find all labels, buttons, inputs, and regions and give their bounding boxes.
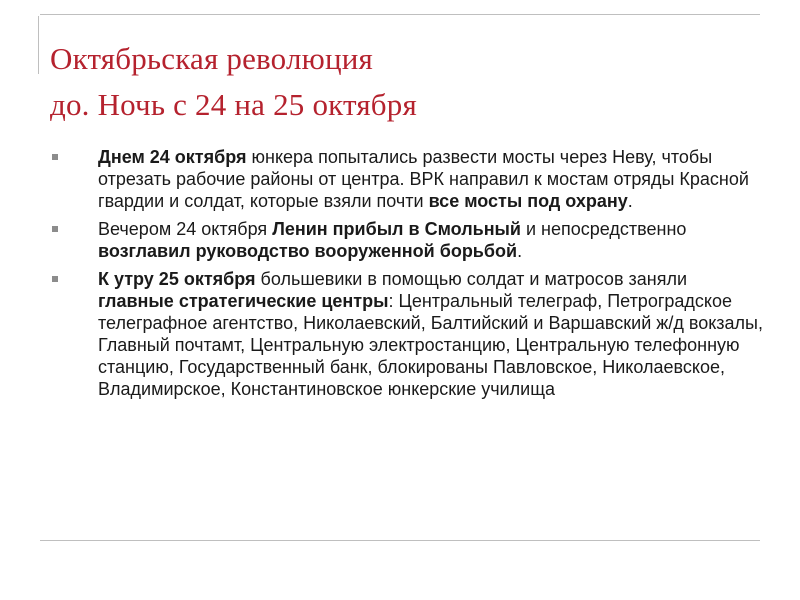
bullet-text: . — [517, 241, 523, 261]
bullet-bold-text: все мосты под охрану — [428, 191, 628, 211]
bullet-text: . — [627, 191, 633, 211]
square-bullet-icon — [52, 276, 58, 282]
square-bullet-icon — [52, 226, 58, 232]
bullet-item — [46, 218, 766, 262]
left-accent-line — [38, 16, 39, 74]
slide-title-line-1: Октябрьская революция — [50, 41, 374, 76]
bullet-bold-text: Ленин прибыл в Смольный — [272, 219, 521, 239]
bullet-text: юнкера попытались развести мосты через Неву, чтобы отрезать рабочие районы от центра. ВРК направил к мостам отряды Красной гвардии и солдат, которые взяли почти — [98, 147, 749, 211]
square-bullet-icon — [52, 154, 58, 160]
slide-title — [50, 36, 770, 128]
bullet-list — [46, 146, 766, 406]
top-divider — [40, 14, 760, 15]
bullet-text: и непосредственно — [521, 219, 687, 239]
bullet-bold-text: главные стратегические центры — [98, 291, 389, 311]
bullet-bold-text: Днем 24 октября — [98, 147, 247, 167]
bullet-bold-text: К утру 25 октября — [98, 269, 256, 289]
slide-title-line-2: до. Ночь с 24 на 25 октября — [50, 87, 417, 122]
bullet-text: большевики в помощью солдат и матросов заняли — [255, 269, 688, 289]
bullet-text: Вечером 24 октября — [98, 219, 273, 239]
bullet-item — [46, 146, 766, 212]
bullet-item — [46, 268, 766, 400]
bullet-text: : Центральный телеграф, Петроградское телеграфное агентство, Николаевский, Балтийский и Варшавский ж/д вокзалы, Главный почтамт, Центральную электростанцию, Центральную телефонную станцию, Государственный банк, блокированы Павловское, Николаевское, Владимирское, Константиновское юнкерские училища — [98, 291, 763, 399]
bullet-bold-text: возглавил руководство вооруженной борьбой — [98, 241, 518, 261]
bottom-divider — [40, 540, 760, 541]
